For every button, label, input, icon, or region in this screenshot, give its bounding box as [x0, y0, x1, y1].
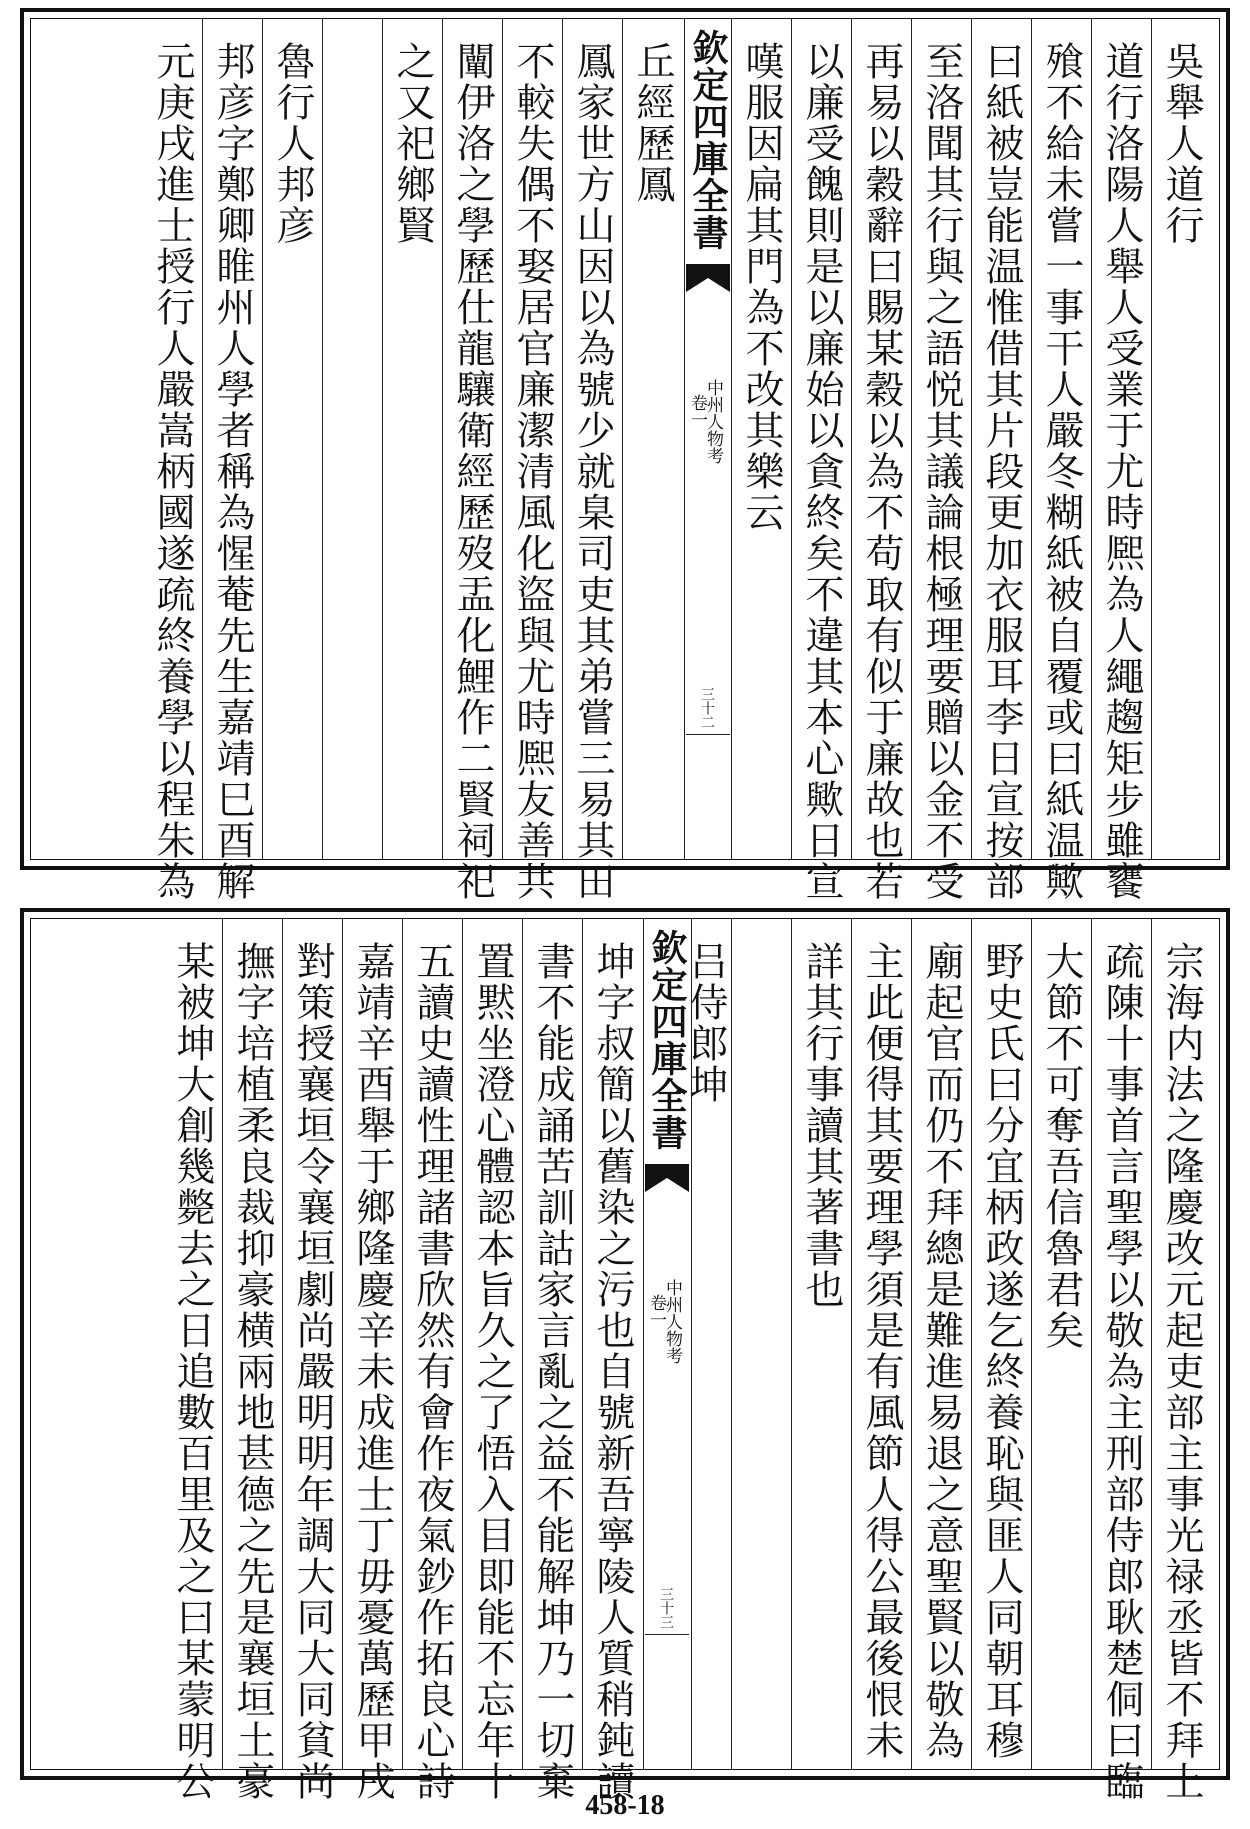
column-rule — [971, 19, 972, 859]
column-rule — [322, 19, 323, 859]
column-rule — [971, 919, 972, 1769]
column-rule — [262, 19, 263, 859]
top-col-l2: 不較失偶不娶居官廉潔清風化盜與尤時熈友善共 — [510, 41, 555, 902]
bottom-col-l3: 五讀史讀性理諸書欣然有會作夜氣鈔作拓良心詩 — [410, 941, 455, 1802]
bottom-col-l7: 某被坤大創幾斃去之日追數百里及之曰某蒙明公 — [170, 941, 215, 1802]
bottom-col-l6: 撫字培植柔良裁抑豪横兩地甚德之先是襄垣土豪 — [230, 941, 275, 1802]
column-rule — [582, 919, 583, 1769]
column-rule — [1151, 919, 1152, 1769]
column-rule — [911, 919, 912, 1769]
column-rule — [731, 19, 732, 859]
fishtail-mark-icon — [686, 264, 730, 292]
column-rule — [282, 919, 283, 1769]
column-rule — [643, 919, 644, 1769]
top-col-l8: 元庚戌進士授行人嚴嵩柄國遂疏終養學以程朱為 — [150, 41, 195, 902]
bottom-inner-frame — [30, 918, 1220, 1802]
column-rule — [342, 919, 343, 1769]
top-spine-subtitle: 中州人物考 — [703, 379, 723, 464]
column-rule — [1031, 919, 1032, 1769]
top-col-r6: 以廉受餽則是以廉始以貪終矣不違其本心歟日宣 — [799, 41, 844, 902]
column-rule — [382, 19, 383, 859]
column-rule — [562, 19, 563, 859]
column-rule — [1031, 19, 1032, 859]
page-code-footer: 458-18 — [585, 1790, 665, 1821]
top-col-l3: 闡伊洛之學歷仕龍驤衛經歷歿盂化鯉作二賢祠祀 — [450, 41, 495, 902]
column-rule — [1091, 919, 1092, 1769]
top-inner-frame — [30, 18, 1220, 902]
bottom-col-r8: 吕侍郎坤 — [683, 941, 728, 1105]
column-rule — [851, 919, 852, 1769]
top-col-r1: 道行洛陽人舉人受業于尤時熈為人繩趨矩步雖饔 — [1099, 41, 1144, 902]
bottom-col-l0: 坤字叔簡以舊染之污也自號新吾寧陵人質稍鈍讀 — [590, 941, 635, 1802]
bottom-col-r7 — [733, 919, 789, 1769]
column-rule — [462, 919, 463, 1769]
bottom-col-r4: 廟起官而仍不拜總是難進易退之意聖賢以敬為 — [919, 941, 964, 1761]
top-col-r7: 嘆服因扁其門為不改其樂云 — [739, 41, 784, 533]
column-rule — [911, 19, 912, 859]
top-col-l6: 魯行人邦彦 — [270, 41, 315, 246]
bottom-col-r6: 詳其行事讀其著書也 — [799, 941, 844, 1310]
bottom-page-panel — [20, 908, 1230, 1802]
bottom-book-title: 欽定四庫全書 — [646, 929, 688, 1151]
top-col-l0: 丘經歷鳳 — [630, 41, 675, 205]
column-rule — [791, 919, 792, 1769]
column-rule — [402, 919, 403, 1769]
bottom-col-r0: 宗海内法之隆慶改元起吏部主事光禄丞皆不拜上 — [1159, 941, 1204, 1802]
column-rule — [684, 19, 685, 859]
bottom-col-l1: 書不能成誦苦訓詁家言亂之益不能解坤乃一切棄 — [530, 941, 575, 1802]
top-col-r0: 吳舉人道行 — [1159, 41, 1204, 246]
column-rule — [1091, 19, 1092, 859]
column-rule — [691, 919, 692, 1769]
top-spine-volume: 卷一 — [687, 394, 707, 428]
top-col-l4: 之又祀鄉賢 — [390, 41, 435, 246]
bottom-col-r2: 大節不可奪吾信魯君矣 — [1039, 941, 1084, 1351]
top-col-l7: 邦彦字鄭卿睢州人學者稱為惺菴先生嘉靖巳酉解 — [210, 41, 255, 902]
column-rule — [791, 19, 792, 859]
top-col-r4: 至洛聞其行與之語悦其議論根極理要贈以金不受 — [919, 41, 964, 902]
top-col-l5 — [324, 19, 380, 859]
top-col-l1: 鳳家世方山因以為號少就臬司吏其弟嘗三易其田 — [570, 41, 615, 902]
top-book-title: 欽定四庫全書 — [687, 29, 729, 251]
bottom-spine — [645, 919, 689, 1769]
column-rule — [222, 919, 223, 1769]
top-spine-page: 三十二 — [699, 687, 715, 729]
column-rule — [622, 19, 623, 859]
bottom-spine-subtitle: 中州人物考 — [662, 1279, 682, 1364]
bottom-col-l2: 置黙坐澄心體認本旨久之了悟入目即能不忘年十 — [470, 941, 515, 1802]
column-rule — [1151, 19, 1152, 859]
column-rule — [502, 19, 503, 859]
column-rule — [202, 19, 203, 859]
bottom-col-l5: 對策授襄垣令襄垣劇尚嚴明明年調大同大同貧尚 — [290, 941, 335, 1802]
top-col-r5: 再易以穀辭曰賜某穀以為不苟取有似于廉故也若 — [859, 41, 904, 902]
bottom-col-r5: 主此便得其要理學須是有風節人得公最後恨未 — [859, 941, 904, 1761]
fishtail-mark-icon — [645, 1164, 689, 1192]
column-rule — [522, 919, 523, 1769]
top-spine — [686, 19, 730, 859]
top-col-r2: 飱不給未嘗一事干人嚴冬糊紙被自覆或曰紙温歟 — [1039, 41, 1084, 902]
bottom-col-l4: 嘉靖辛酉舉于鄉隆慶辛未成進士丁毋憂萬歷甲戌 — [350, 941, 395, 1802]
column-rule — [851, 19, 852, 859]
top-page-panel — [20, 8, 1230, 902]
column-rule — [442, 19, 443, 859]
bottom-col-r3: 野史氏曰分宜柄政遂乞終養恥與匪人同朝耳穆 — [979, 941, 1024, 1761]
spine-tick — [686, 734, 730, 735]
spine-tick — [645, 1634, 689, 1635]
bottom-spine-volume: 卷一 — [646, 1294, 666, 1328]
bottom-spine-page: 三十三 — [658, 1587, 674, 1629]
bottom-col-r1: 疏陳十事首言聖學以敬為主刑部侍郎耿楚侗曰臨 — [1099, 941, 1144, 1802]
top-col-r3: 曰紙被豈能温惟借其片段更加衣服耳李日宣按部 — [979, 41, 1024, 902]
